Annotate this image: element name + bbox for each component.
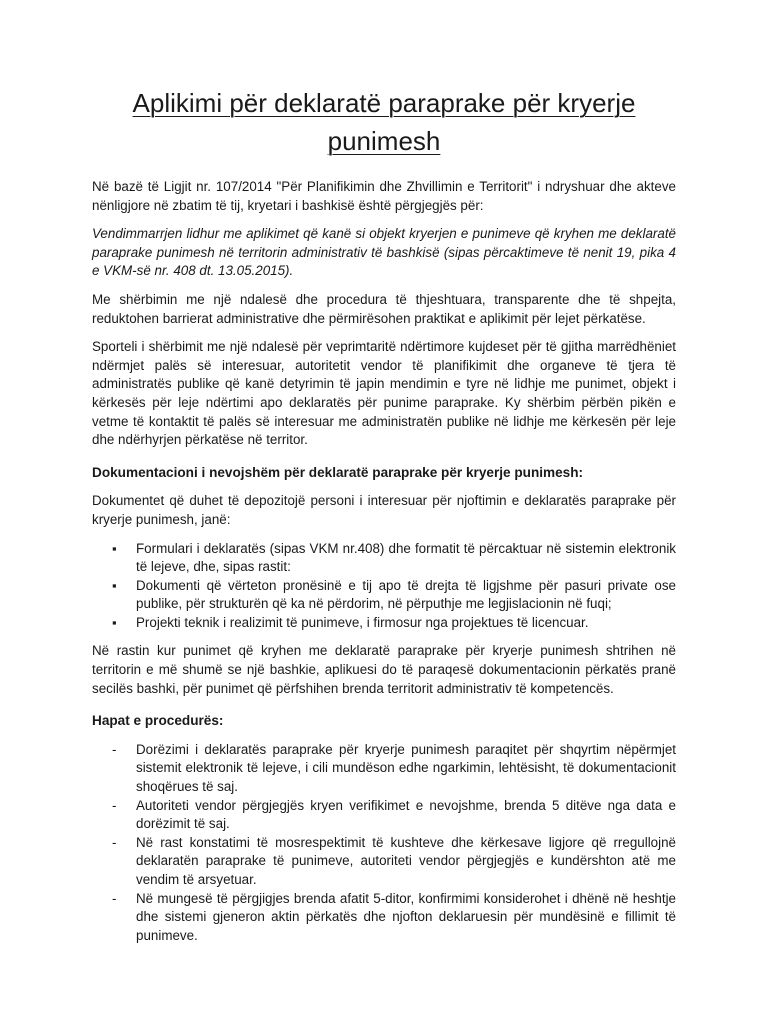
list-item: - Në mungesë të përgjigjes brenda afatit 5-ditor, konfirmimi konsiderohet i dhënë në heshtje dhe sistemi gjeneron aktin përkatës dhe njofton deklaruesin për mundësinë e fillimit të punimeve. [112,890,676,946]
one-stop-paragraph: Me shërbimin me një ndalesë dhe procedura të thjeshtuara, transparente dhe të shpejta, reduktohen barrierat administrative dhe përmirësohen praktikat e aplikimit për lejet përkatëse. [92,291,676,326]
documentation-note: Në rastin kur punimet që kryhen me deklaratë paraprake për kryerje punimesh shtrihen në territorin e më shumë se një bashkie, aplikuesi do të paraqesë dokumentacionin përkatës pranë secilës bashki, për punimet që përfshihen brenda territorit administrativ të kompetencës. [92,643,676,696]
documentation-intro: Dokumentet që duhet të depozitojë personi i interesuar për njoftimin e deklaratës paraprake për kryerje punimesh, janë: [92,493,676,527]
page-title: Aplikimi për deklaratë paraprake për kryerje punimesh [132,88,636,156]
responsibility-paragraph: Vendimmarrjen lidhur me aplikimet që kanë si objekt kryerjen e punimeve që kryhen me deklaratë paraprake punimesh në territorin administrativ të bashkisë (sipas përcaktimeve të nenit 19, pika 4 e VKM-së nr. 408 dt. 13.05.2015). [92,226,676,279]
list-item: - Dorëzimi i deklaratës paraprake për kryerje punimesh paraqitet për shqyrtim nëpërmjet sistemit elektronik të lejeve, i cili mundëson edhe ngarkimin, lehtësisht, të dokumentacionit shoqërues të saj. [112,741,676,797]
procedure-steps-list [92,741,676,946]
list-item: - Autoriteti vendor përgjegjës kryen verifikimet e nevojshme, brenda 5 ditëve nga data e dorëzimit të saj. [112,797,676,834]
service-desk-paragraph: Sporteli i shërbimit me një ndalesë për veprimtaritë ndërtimore kujdeset për të gjitha marrëdhëniet ndërmjet palës së interesuar, autoritetit vendor të planifikimit dhe organeve të tjera të administratës publike që kanë detyrimin të japin mendimin e tyre në lidhje me punimet, objekt i kërkesës për leje ndërtimi apo deklaratës për punime paraprake. Ky shërbim përbën pikën e vetme të kontaktit të palës së interesuar me administratën publike në lidhje me kërkesën për leje dhe ndërhyrjen përkatëse në territor. [92,339,676,448]
list-item: ▪ Formulari i deklaratës (sipas VKM nr.408) dhe formatit të përcaktuar në sistemin elektronik të lejeve, dhe, sipas rastit: [112,540,676,577]
list-item: - Në rast konstatimi të mosrespektimit të kushteve dhe kërkesave ligjore që rregullojnë deklaratën paraprake të punimeve, autoriteti vendor përgjegjës e kundërshton atë me vendim të arsyetuar. [112,834,676,890]
list-item: ▪ Dokumenti që vërteton pronësinë e tij apo të drejta të ligjshme për pasuri private ose publike, për strukturën që ka në përdorim, në përputhje me legjislacionin në fuqi; [112,577,676,614]
list-item: ▪ Projekti teknik i realizimit të punimeve, i firmosur nga projektues të licencuar. [112,614,676,633]
intro-paragraph: Në bazë të Ligjit nr. 107/2014 "Për Planifikimin dhe Zhvillimin e Territorit" i ndryshuar dhe akteve nënligjore në zbatim të tij, kryetari i bashkisë është përgjegjës për: [92,179,676,213]
documentation-list [92,540,676,633]
procedure-heading: Hapat e procedurës: [92,713,224,729]
documentation-heading: Dokumentacioni i nevojshëm për deklaratë paraprake për kryerje punimesh: [92,464,584,480]
